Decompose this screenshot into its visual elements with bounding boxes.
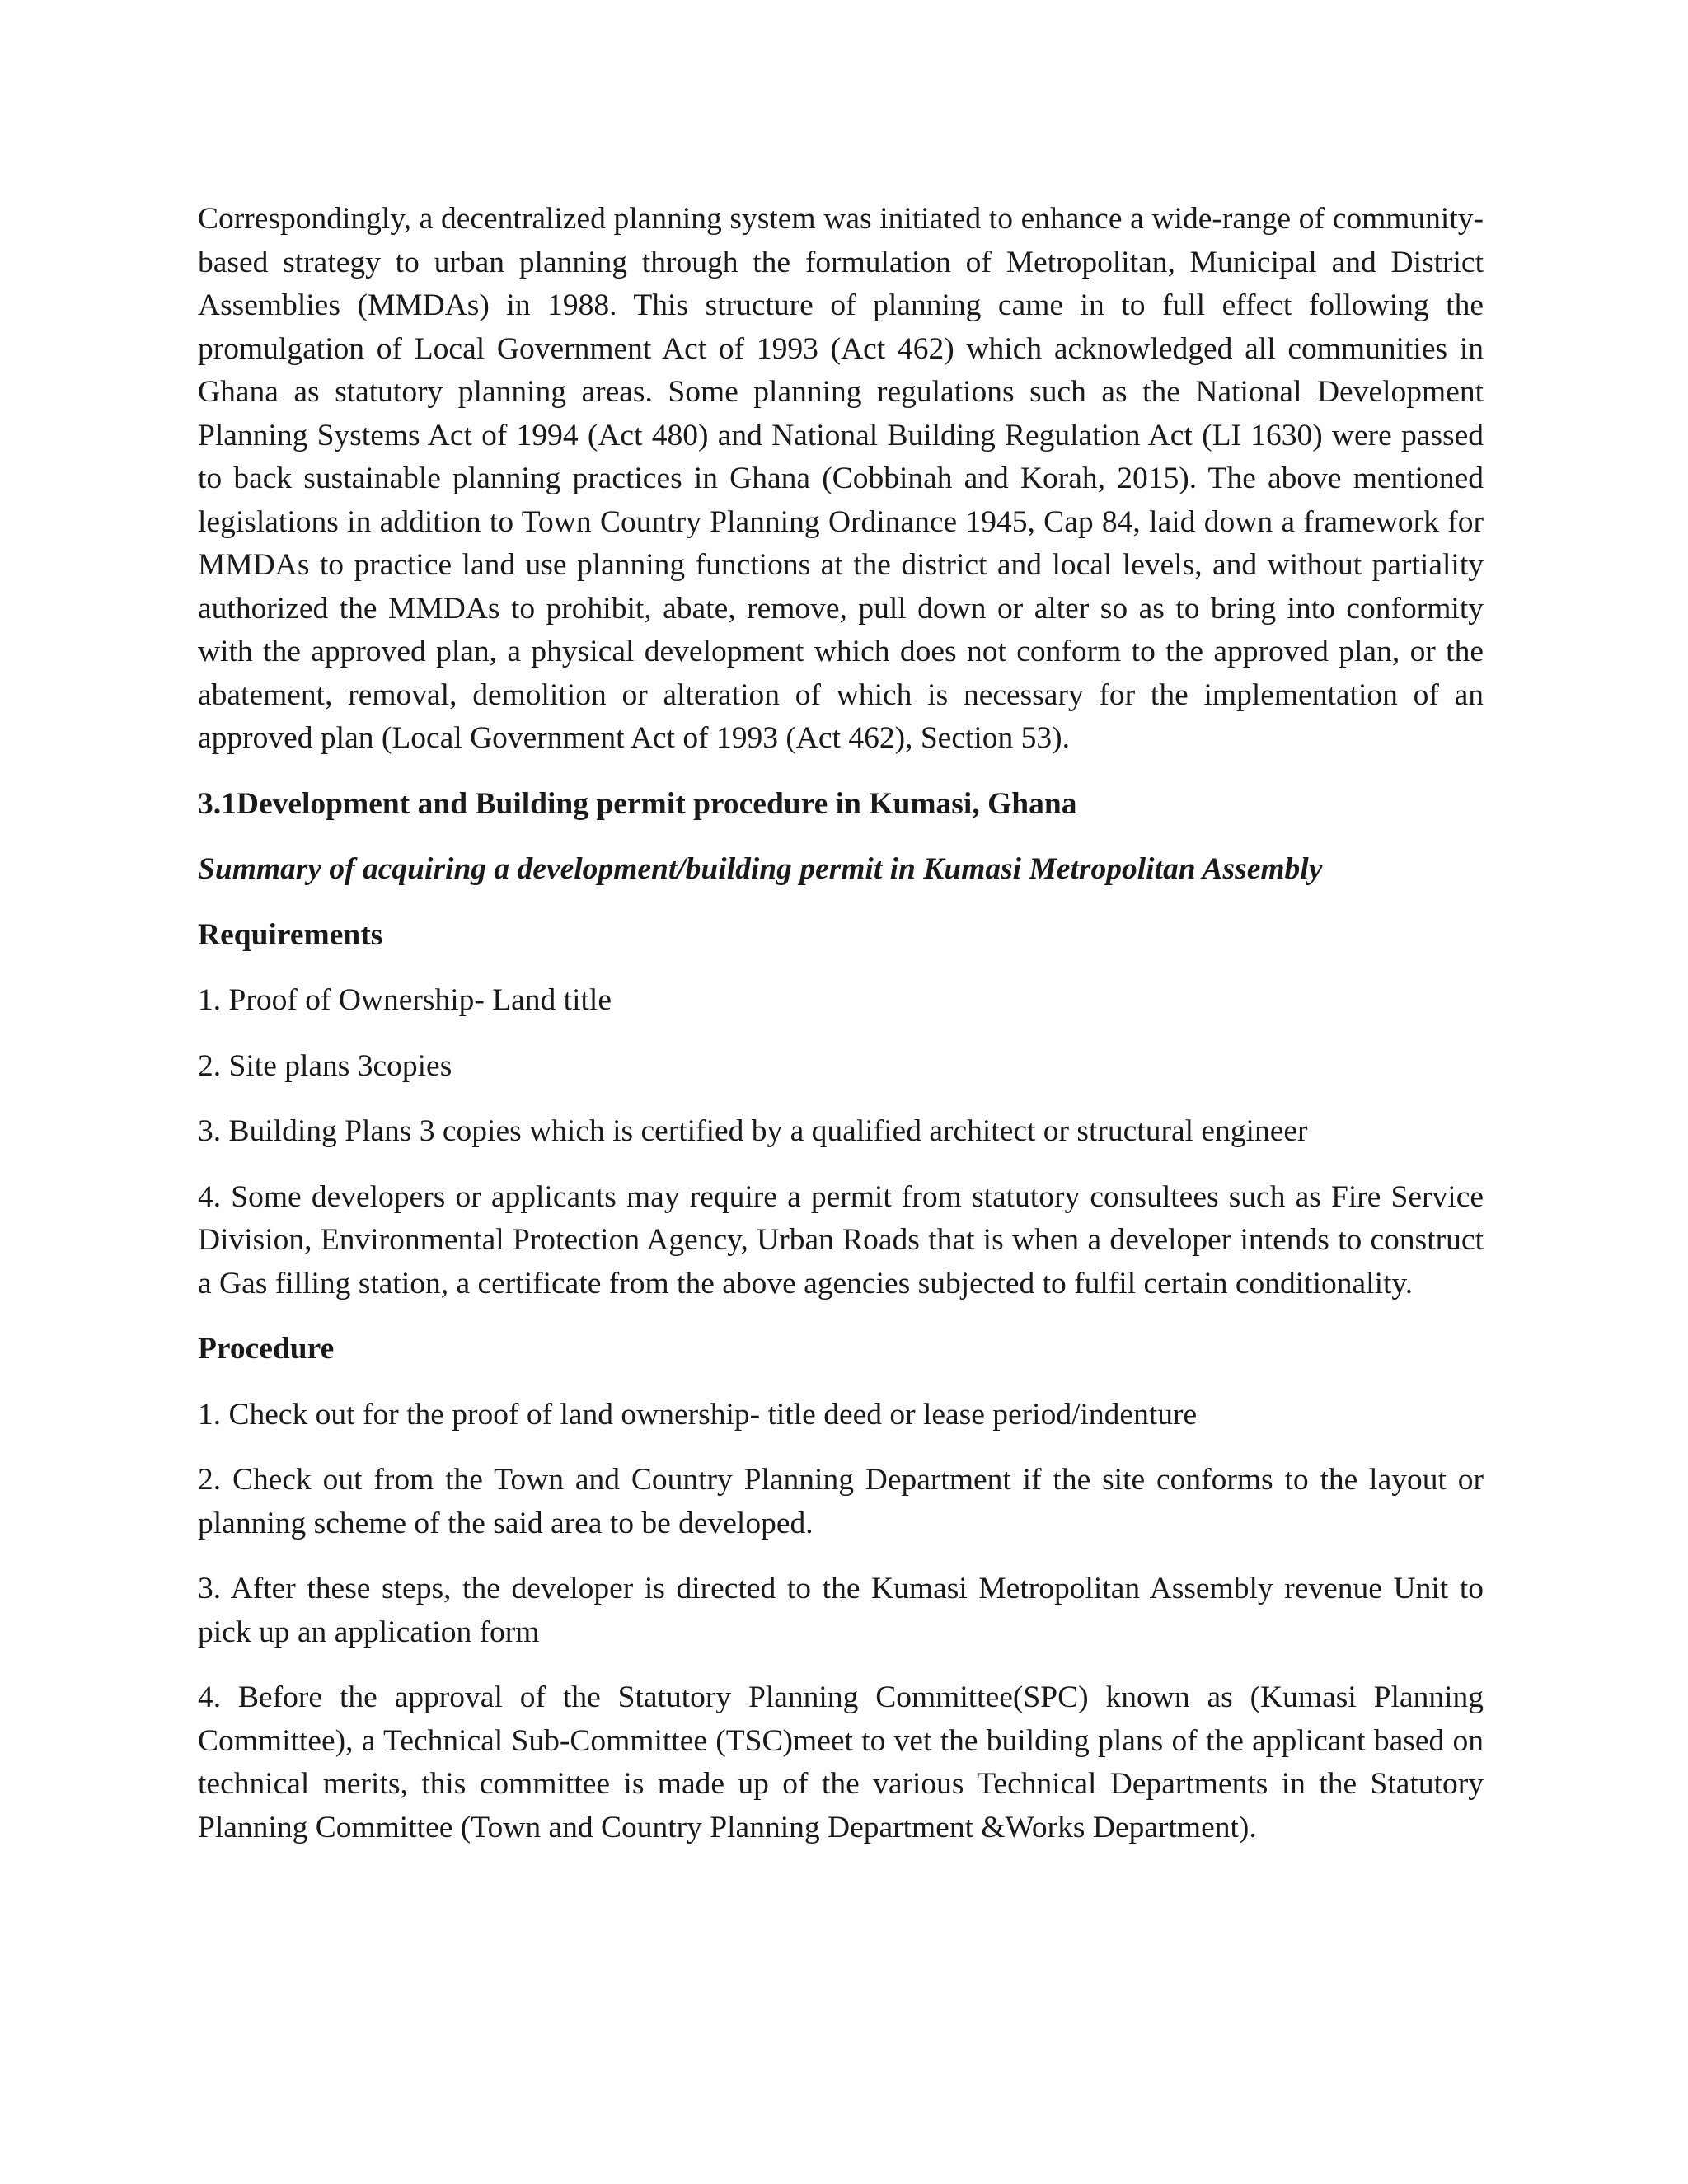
requirement-item-3: 3. Building Plans 3 copies which is certified by a qualified architect or structural engineer — [198, 1114, 1308, 1148]
procedure-item-2: 2. Check out from the Town and Country Planning Department if the site conforms to the layout or planning scheme of the said area to be developed. — [198, 1463, 1484, 1540]
procedure-heading: Procedure — [198, 1332, 335, 1366]
procedure-item-3: 3. After these steps, the developer is directed to the Kumasi Metropolitan Assembly revenue Unit to pick up an application form — [198, 1572, 1484, 1649]
procedure-item-4: 4. Before the approval of the Statutory Planning Committee(SPC) known as (Kumasi Planning Committee), a Technical Sub-Committee (TSC)meet to vet the building plans of the applicant based on technical merits, this committee is made up of the various Technical Departments in the Statutory Planning Committee (Town and Country Planning Department &Works Department). — [198, 1680, 1484, 1844]
procedure-item-1: 1. Check out for the proof of land ownership- title deed or lease period/indenture — [198, 1397, 1198, 1432]
requirement-item-4: 4. Some developers or applicants may require a permit from statutory consultees such as Fire Service Division, Environmental Protection Agency, Urban Roads that is when a developer intends to construct a Gas filling station, a certificate from the above agencies subjected to fulfil certain conditionality. — [198, 1179, 1484, 1301]
section-subheading: Summary of acquiring a development/building permit in Kumasi Metropolitan Assembly — [198, 852, 1323, 886]
document-page — [198, 198, 1484, 1849]
requirement-item-2: 2. Site plans 3copies — [198, 1048, 452, 1083]
section-heading: 3.1Development and Building permit procedure in Kumasi, Ghana — [198, 786, 1077, 821]
requirement-item-1: 1. Proof of Ownership- Land title — [198, 983, 612, 1017]
intro-paragraph: Correspondingly, a decentralized planning system was initiated to enhance a wide-range of community-based strategy to urban planning through the formulation of Metropolitan, Municipal and District Assemblies (MMDAs) in 1988. This structure of planning came in to full effect following the promulgation of Local Government Act of 1993 (Act 462) which acknowledged all communities in Ghana as statutory planning areas. Some planning regulations such as the National Development Planning Systems Act of 1994 (Act 480) and National Building Regulation Act (LI 1630) were passed to back sustainable planning practices in Ghana (Cobbinah and Korah, 2015). The above mentioned legislations in addition to Town Country Planning Ordinance 1945, Cap 84, laid down a framework for MMDAs to practice land use planning functions at the district and local levels, and without partiality authorized the MMDAs to prohibit, abate, remove, pull down or alter so as to bring into conformity with the approved plan, a physical development which does not conform to the approved plan, or the abatement, removal, demolition or alteration of which is necessary for the implementation of an approved plan (Local Government Act of 1993 (Act 462), Section 53). — [198, 202, 1484, 755]
requirements-heading: Requirements — [198, 917, 383, 952]
